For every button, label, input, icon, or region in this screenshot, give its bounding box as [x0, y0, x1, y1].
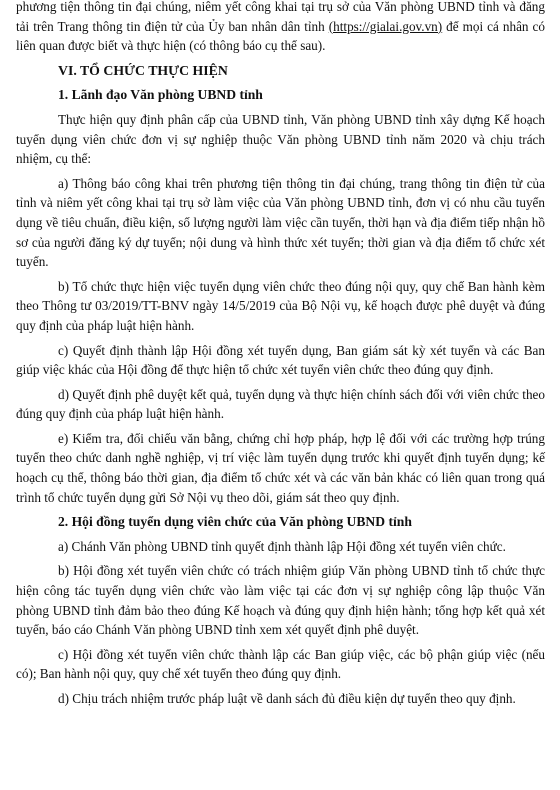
part-1-intro: Thực hiện quy định phân cấp của UBND tỉnh, Văn phòng UBND tỉnh xây dựng Kế hoạch tuyển dụng viên chức đơn vị sự nghiệp thuộc Văn phòng UBND tỉnh năm 2020 và chịu trách nhiệm, cụ thể:	[16, 111, 545, 167]
continuation-paragraph	[16, 0, 545, 56]
gialai-website-link[interactable]: (https://gialai.gov.vn)	[328, 18, 443, 34]
part-1-item-e: e) Kiểm tra, đối chiếu văn bằng, chứng chỉ hợp pháp, hợp lệ đối với các trường hợp trúng tuyển theo chức danh nghề nghiệp, vị trí việc làm tuyển dụng trước khi quyết định tuyển dụng; kế hoạch cụ thể, thông báo thời gian, địa điểm tổ chức xét và các văn bản khác có liên quan trong quá trình tổ chức tuyển dụng gửi Sở Nội vụ theo dõi, giám sát theo quy định.	[16, 430, 545, 505]
part-1-item-b: b) Tổ chức thực hiện việc tuyển dụng viên chức theo đúng nội quy, quy chế Ban hành kèm theo Thông tư 03/2019/TT-BNV ngày 14/5/2019 của Bộ Nội vụ, kế hoạch được phê duyệt và đúng quy định của pháp luật hiện hành.	[16, 278, 545, 333]
part-1-heading: 1. Lãnh đạo Văn phòng UBND tỉnh	[58, 87, 263, 103]
part-2-heading: 2. Hội đồng tuyển dụng viên chức của Văn phòng UBND tỉnh	[58, 514, 412, 530]
part-1-item-c: c) Quyết định thành lập Hội đồng xét tuyển dụng, Ban giám sát kỳ xét tuyển và các Ban giúp việc khác của Hội đồng để thực hiện tổ chức xét tuyển viên chức theo đúng quy định.	[16, 342, 545, 378]
document-body	[16, 0, 545, 714]
part-1-item-d: d) Quyết định phê duyệt kết quả, tuyển dụng và thực hiện chính sách đối với viên chức theo đúng quy định của pháp luật hiện hành.	[16, 386, 545, 422]
section-vi-heading: VI. TỔ CHỨC THỰC HIỆN	[58, 62, 228, 78]
part-2-item-d: d) Chịu trách nhiệm trước pháp luật về danh sách đủ điều kiện dự tuyển theo quy định.	[58, 691, 516, 706]
part-2-item-b: b) Hội đồng xét tuyển viên chức có trách nhiệm giúp Văn phòng UBND tỉnh tổ chức thực hiện công tác tuyển dụng viên chức vào làm việc tại các đơn vị sự nghiệp công lập thuộc Văn phòng UBND tỉnh đảm bảo theo đúng Kế hoạch và đúng quy định hiện hành; tổng hợp kết quả xét tuyển, báo cáo Chánh Văn phòng UBND tỉnh xem xét quyết định phê duyệt.	[16, 563, 545, 638]
continuation-text-start: phương tiện thông tin đại chúng, niêm yết công khai tại trụ sở của Văn phòng UBND tỉnh và đăng tải trên Trang thông tin điện tử của Ủy ban nhân dân tỉnh	[16, 0, 545, 34]
continuation-text-end: để mọi cá nhân có liên quan được biết và thực hiện (có thông báo cụ thể sau).	[16, 18, 545, 54]
part-1-item-a: a) Thông báo công khai trên phương tiện thông tin đại chúng, trang thông tin điện tử của tỉnh và niêm yết công khai tại trụ sở làm việc của Văn phòng UBND tỉnh, đơn vị có nhu cầu tuyển dụng về tiêu chuẩn, điều kiện, số lượng người làm việc cần tuyển, thời hạn và địa điểm tiếp nhận hồ sơ của người đăng ký dự tuyển; nội dung và hình thức xét tuyển; thời gian và địa điểm tổ chức xét tuyển.	[16, 175, 545, 270]
part-2-item-a: a) Chánh Văn phòng UBND tỉnh quyết định thành lập Hội đồng xét tuyển viên chức.	[58, 538, 506, 554]
part-2-item-c: c) Hội đồng xét tuyển viên chức thành lập các Ban giúp việc, các bộ phận giúp việc (nếu có); Ban hành nội quy, quy chế xét tuyển theo đúng quy định.	[16, 646, 545, 682]
